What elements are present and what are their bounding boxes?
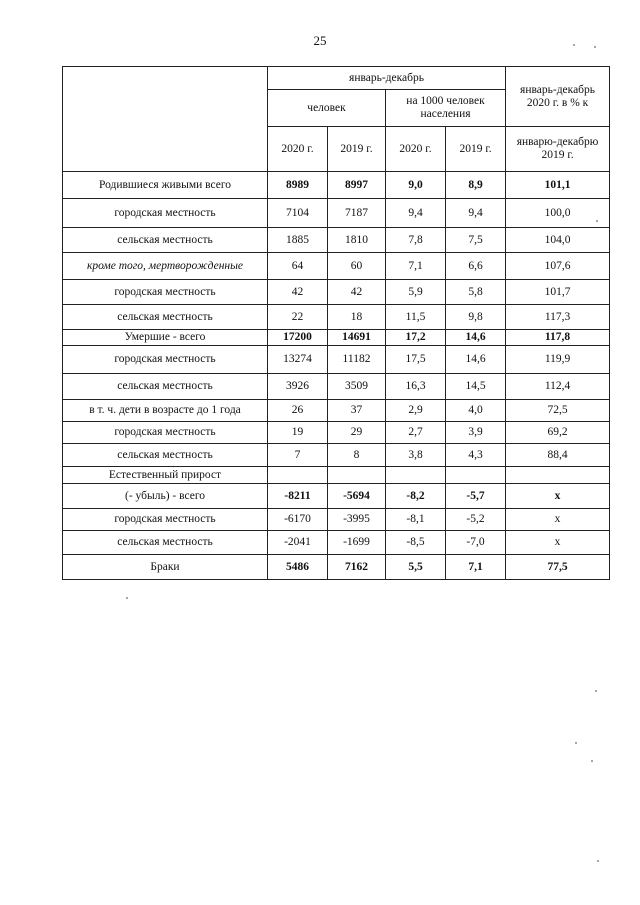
cell-people-2020 [268, 467, 328, 484]
row-label: городская местность [63, 509, 268, 531]
cell-people-2019: 1810 [328, 228, 386, 253]
cell-rate-2019: 8,9 [446, 172, 506, 199]
table-row [63, 555, 610, 580]
table-row [63, 280, 610, 305]
cell-pct: 117,8 [506, 330, 610, 346]
cell-people-2019: 42 [328, 280, 386, 305]
header-per-1000: на 1000 человек населения [386, 90, 506, 127]
cell-people-2019: 11182 [328, 346, 386, 374]
cell-people-2019: -3995 [328, 509, 386, 531]
cell-rate-2019: -7,0 [446, 531, 506, 555]
row-label: городская местность [63, 199, 268, 228]
cell-rate-2020: 9,4 [386, 199, 446, 228]
corner-cell [63, 67, 268, 172]
cell-rate-2019: 6,6 [446, 253, 506, 280]
row-label: сельская местность [63, 228, 268, 253]
table-row [63, 172, 610, 199]
cell-rate-2019: -5,2 [446, 509, 506, 531]
header-people: человек [268, 90, 386, 127]
statistics-table [62, 66, 610, 580]
cell-rate-2020: -8,1 [386, 509, 446, 531]
cell-rate-2020: -8,2 [386, 484, 446, 509]
cell-pct: x [506, 484, 610, 509]
header-year-2019-people: 2019 г. [328, 127, 386, 172]
row-label: городская местность [63, 346, 268, 374]
table-row [63, 228, 610, 253]
cell-rate-2020: 11,5 [386, 305, 446, 330]
cell-rate-2020: 9,0 [386, 172, 446, 199]
cell-rate-2020: 7,8 [386, 228, 446, 253]
cell-people-2019: 7187 [328, 199, 386, 228]
cell-people-2020: 7104 [268, 199, 328, 228]
table-row [63, 509, 610, 531]
cell-people-2020: 3926 [268, 374, 328, 400]
cell-people-2020: 7 [268, 444, 328, 467]
cell-rate-2020: 5,5 [386, 555, 446, 580]
cell-rate-2019 [446, 467, 506, 484]
cell-rate-2019: 14,6 [446, 330, 506, 346]
cell-rate-2019: 9,8 [446, 305, 506, 330]
row-label: сельская местность [63, 374, 268, 400]
cell-people-2020: 8989 [268, 172, 328, 199]
row-label: Браки [63, 555, 268, 580]
cell-people-2020: 19 [268, 422, 328, 444]
cell-pct: 100,0 [506, 199, 610, 228]
cell-pct: 117,3 [506, 305, 610, 330]
page-number: 25 [313, 33, 327, 48]
cell-pct: 107,6 [506, 253, 610, 280]
table-row [63, 422, 610, 444]
cell-rate-2019: 14,6 [446, 346, 506, 374]
cell-rate-2019: 9,4 [446, 199, 506, 228]
cell-rate-2020: 5,9 [386, 280, 446, 305]
header-pct-title: январь-декабрь 2020 г. в % к [506, 67, 610, 127]
cell-people-2019: 18 [328, 305, 386, 330]
table-row [63, 199, 610, 228]
cell-people-2019: -1699 [328, 531, 386, 555]
cell-people-2019 [328, 467, 386, 484]
cell-people-2019: 8 [328, 444, 386, 467]
cell-people-2020: 26 [268, 400, 328, 422]
cell-pct: 104,0 [506, 228, 610, 253]
cell-rate-2019: 3,9 [446, 422, 506, 444]
cell-pct: 88,4 [506, 444, 610, 467]
row-label: Родившиеся живыми всего [63, 172, 268, 199]
cell-people-2019: -5694 [328, 484, 386, 509]
header-period: январь-декабрь [268, 67, 506, 90]
cell-pct: x [506, 509, 610, 531]
cell-people-2020: -2041 [268, 531, 328, 555]
table-row [63, 444, 610, 467]
cell-rate-2019: 7,5 [446, 228, 506, 253]
header-pct-sub: январю-декабрю 2019 г. [506, 127, 610, 172]
table-row [63, 253, 610, 280]
cell-people-2019: 14691 [328, 330, 386, 346]
table-row [63, 467, 610, 484]
cell-rate-2020: 7,1 [386, 253, 446, 280]
cell-rate-2019: 14,5 [446, 374, 506, 400]
row-label: сельская местность [63, 305, 268, 330]
cell-rate-2019: 5,8 [446, 280, 506, 305]
cell-people-2020: 22 [268, 305, 328, 330]
cell-pct: 72,5 [506, 400, 610, 422]
cell-people-2020: -6170 [268, 509, 328, 531]
cell-pct: 112,4 [506, 374, 610, 400]
row-label: Умершие - всего [63, 330, 268, 346]
cell-people-2020: 13274 [268, 346, 328, 374]
cell-people-2019: 7162 [328, 555, 386, 580]
row-label: кроме того, мертворожденные [63, 253, 268, 280]
cell-people-2019: 60 [328, 253, 386, 280]
cell-people-2020: -8211 [268, 484, 328, 509]
cell-people-2020: 5486 [268, 555, 328, 580]
row-label: Естественный прирост [63, 467, 268, 484]
table-row [63, 346, 610, 374]
table-row [63, 400, 610, 422]
cell-people-2020: 64 [268, 253, 328, 280]
row-label: в т. ч. дети в возрасте до 1 года [63, 400, 268, 422]
cell-rate-2020: -8,5 [386, 531, 446, 555]
cell-people-2019: 3509 [328, 374, 386, 400]
cell-rate-2020: 2,9 [386, 400, 446, 422]
header-year-2019-rate: 2019 г. [446, 127, 506, 172]
cell-rate-2020 [386, 467, 446, 484]
cell-people-2020: 1885 [268, 228, 328, 253]
cell-people-2020: 42 [268, 280, 328, 305]
cell-pct: 101,1 [506, 172, 610, 199]
cell-rate-2020: 2,7 [386, 422, 446, 444]
cell-people-2019: 37 [328, 400, 386, 422]
cell-rate-2020: 17,2 [386, 330, 446, 346]
cell-rate-2019: -5,7 [446, 484, 506, 509]
cell-pct: x [506, 531, 610, 555]
cell-rate-2019: 7,1 [446, 555, 506, 580]
cell-rate-2020: 17,5 [386, 346, 446, 374]
table-row [63, 484, 610, 509]
cell-pct: 119,9 [506, 346, 610, 374]
cell-pct [506, 467, 610, 484]
table-row [63, 305, 610, 330]
cell-pct: 77,5 [506, 555, 610, 580]
cell-rate-2019: 4,3 [446, 444, 506, 467]
table-row [63, 531, 610, 555]
row-label: городская местность [63, 280, 268, 305]
header-year-2020-rate: 2020 г. [386, 127, 446, 172]
cell-people-2020: 17200 [268, 330, 328, 346]
cell-rate-2020: 3,8 [386, 444, 446, 467]
cell-rate-2019: 4,0 [446, 400, 506, 422]
row-label: (- убыль) - всего [63, 484, 268, 509]
row-label: городская местность [63, 422, 268, 444]
cell-pct: 69,2 [506, 422, 610, 444]
table-row [63, 374, 610, 400]
cell-people-2019: 29 [328, 422, 386, 444]
header-year-2020-people: 2020 г. [268, 127, 328, 172]
row-label: сельская местность [63, 531, 268, 555]
cell-people-2019: 8997 [328, 172, 386, 199]
row-label: сельская местность [63, 444, 268, 467]
cell-rate-2020: 16,3 [386, 374, 446, 400]
table-row [63, 330, 610, 346]
cell-pct: 101,7 [506, 280, 610, 305]
